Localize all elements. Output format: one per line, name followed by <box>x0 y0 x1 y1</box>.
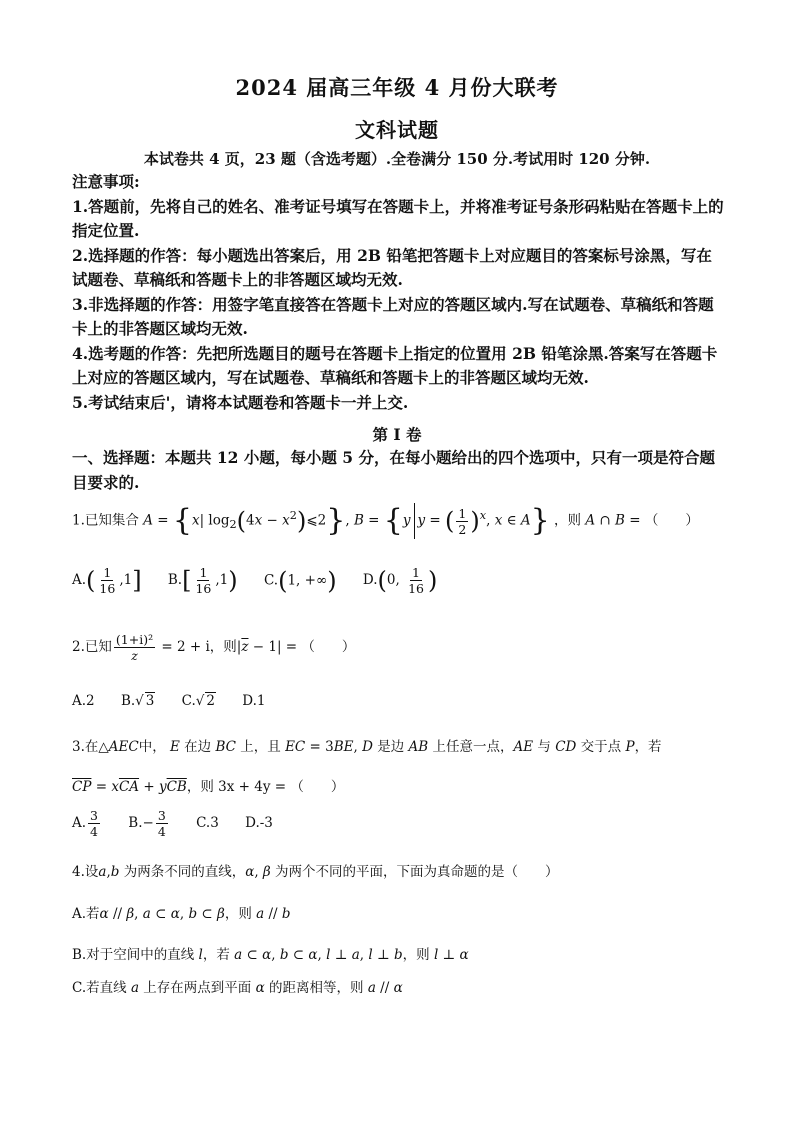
q4-text: 4.设 <box>72 864 99 880</box>
q1-log-base: 2 <box>229 518 237 532</box>
q3-option-d: D.-3 <box>245 815 273 831</box>
q1-set-b: B <box>353 512 364 529</box>
note-item: 5.考试结束后'，请将本试题卷和答题卡一并上交. <box>72 392 409 412</box>
exam-title: 2024 届高三年级 4 月份大联考 <box>235 75 559 100</box>
q4-option-b: B.对于空间中的直线 l，若 a ⊂ α, b ⊂ α, l ⊥ a, l ⊥ b，则 l ⊥ α <box>72 947 469 963</box>
q1-options <box>72 565 732 596</box>
section-title: 第 I 卷 <box>372 425 422 444</box>
q3-text: 上任意一点， <box>432 739 514 755</box>
q4-option-c: C.若直线 a 上存在两点到平面 α 的距离相等，则 a // α <box>72 980 403 996</box>
q3-option-a: A. $\frac{3}{4}$ <box>72 808 98 839</box>
q3-text: ，若 <box>634 739 662 755</box>
q2-option-d: D.1 <box>242 693 266 709</box>
q3-text: 中， <box>138 739 166 755</box>
q2-prefix: 2.已知 <box>72 639 112 655</box>
q2-option-a: A.2 <box>72 693 95 709</box>
q3-text: 3.在 <box>72 739 99 755</box>
q1-log: log <box>208 512 230 529</box>
notes-heading: 注意事项: <box>72 172 140 191</box>
notes-section <box>72 170 726 415</box>
note-item: 3.非选择题的作答：用签字笔直接答在答题卡上对应的答题区域内.写在试题卷、草稿纸和答题卡上的非答题区域均无效. <box>72 294 714 338</box>
q3-text: ，则 <box>186 779 214 795</box>
q3-equation: 3x + 4y = <box>218 779 287 795</box>
question-1: 1.已知集合 A = {x| $\log_2(4x$ − $x^2)⩽2$}, B = {y y = ( $\frac{1}{2}$ )$^x$, x ∈ A} ，则 A ∩ B = （ ） <box>72 503 699 538</box>
q2-option-c: C.√ 2 <box>181 693 215 709</box>
question-4: 4.设a,b 为两条不同的直线，α, β 为两个不同的平面，下面为真命题的是（ ） <box>72 864 559 880</box>
q2-options <box>72 693 732 709</box>
exam-intro: 本试卷共 4 页，23 题（含选考题）.全卷满分 150 分.考试用时 120 分钟. <box>143 150 651 168</box>
q1-option-d: D.(0, $\frac{1}{16}$ ) <box>362 565 438 596</box>
q4-option-a: A.若α // β, a ⊂ α, b ⊂ β，则 a // b <box>72 906 291 922</box>
question-3: 3.在△AEC中， E 在边 BC 上，且 EC = 3BE, D 是边 AB 上任意一点，AE 与 CD 交于点 P，若 <box>72 739 662 755</box>
exam-subtitle: 文科试题 <box>355 118 439 142</box>
q2-option-b: B.√ 3 <box>120 693 155 709</box>
q2-paren: （ ） <box>301 639 356 655</box>
q3-text: 交于点 <box>580 739 622 755</box>
q2-fraction: $\frac{\text{(1+i)²}}{z}$ <box>115 632 154 663</box>
q2-rhs: = 2 + i <box>161 639 210 655</box>
q3-text: 与 <box>537 739 551 755</box>
q1-paren: （ ） <box>644 512 699 529</box>
q4-text: 为两个不同的平面，下面为真命题的是（ ） <box>275 864 559 880</box>
q3-option-b: B.− $\frac{3}{4}$ <box>128 808 166 839</box>
note-item: 2.选择题的作答：每小题选出答案后，用 2B 铅笔把答题卡上对应题目的答案标号涂黑，写在试题卷、草稿纸和答题卡上的非答题区域均无效. <box>72 245 712 289</box>
q3-paren: （ ） <box>290 779 345 795</box>
q1-option-a: A.( $\frac{1}{16}$ ,1] <box>72 565 142 596</box>
q3-line-2: $\overline{CP} = x\overline{CA} + y\overline{CB}$，则 3x + 4y = （ ） <box>72 779 345 795</box>
q3-text: 在边 <box>184 739 212 755</box>
q2-ask: ，则 <box>209 639 237 655</box>
section-description: 一、选择题：本题共 12 小题，每小题 5 分，在每小题给出的四个选项中，只有一项是符合题目要求的. <box>72 448 715 492</box>
q1-le: ⩽2 <box>306 512 327 529</box>
q3-option-c: C.3 <box>196 815 219 831</box>
q4-text: 为两条不同的直线， <box>123 864 246 880</box>
note-item: 1.答题前，先将自己的姓名、准考证号填写在答题卡上，并将准考证号条形码粘贴在答题卡上的指定位置. <box>72 196 724 240</box>
q1-tail: ，则 <box>554 512 582 529</box>
question-2: 2.已知 $\frac{\text{(1+i)²}}{z}$ = 2 + i，则$|\overline{z} - 1|$ = （ ） <box>72 632 356 663</box>
q1-half: $\frac{1}{2}$ <box>458 505 467 537</box>
note-item: 4.选考题的作答：先把所选题目的题号在答题卡上指定的位置用 2B 铅笔涂黑.答案写在答题卡上对应的答题区域内，写在试题卷、草稿纸和答题卡上的非答题区域均无效. <box>72 343 718 387</box>
q1-option-c: C.(1, +∞) <box>263 566 337 595</box>
q3-text: 是边 <box>377 739 405 755</box>
q1-option-b: B.[ $\frac{1}{16}$ ,1) <box>167 565 238 596</box>
q1-prefix: 1.已知集合 <box>72 512 139 529</box>
q3-options <box>72 808 732 839</box>
q3-text: 上，且 <box>240 739 281 755</box>
